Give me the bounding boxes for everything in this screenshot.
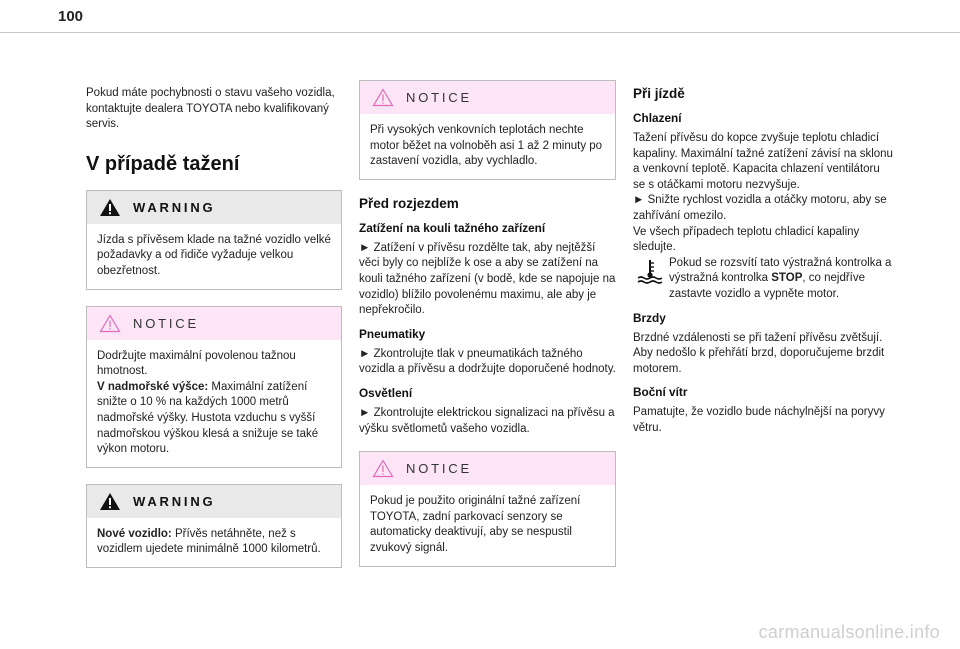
- warning-title: WARNING: [133, 199, 216, 215]
- coolant-temperature-icon: [635, 258, 665, 284]
- watermark: carmanualsonline.info: [758, 622, 940, 642]
- indicator-text: [669, 256, 895, 303]
- coolant-indicator-row: [633, 256, 895, 303]
- notice-box-idle: [359, 80, 616, 180]
- cooling-title: Chlazení: [633, 111, 682, 125]
- cooling-text: Tažení přívěsu do kopce zvyšuje teplotu chladicí kapaliny. Maximální tažné zatížení závisí na sklonu a venkovní teplotě. Kapacita chlazení ventilátoru se s otáčkami motoru nezvyšuje.: [633, 132, 893, 191]
- crosswind-text: Pamatujte, že vozidlo bude náchylnější na poryvy větru.: [633, 406, 885, 434]
- tyres-text: ► Zkontrolujte tlak v pneumatikách tažného vozidla a přívěsu a dodržujte doporučené hodnoty.: [359, 347, 616, 376]
- notice-text: Pokud je použito originální tažné zařízení TOYOTA, zadní parkovací senzory se automaticky deaktivují, aby se nespustil zvukový signál.: [370, 495, 581, 554]
- warning-header: [87, 191, 341, 224]
- notice-box-weight: [86, 306, 342, 468]
- column-right: [633, 80, 895, 437]
- lights-text: ► Zkontrolujte elektrickou signalizaci na přívěsu a výšku světlometů vašeho vozidla.: [359, 406, 615, 435]
- notice-body: [360, 485, 615, 565]
- tyres-title: Pneumatiky: [359, 326, 426, 341]
- crosswind-title: Boční vítr: [633, 385, 688, 400]
- new-vehicle-label: Nové vozidlo:: [97, 527, 172, 540]
- notice-triangle-icon: [372, 88, 394, 107]
- lights-title: Osvětlení: [359, 385, 413, 400]
- notice-title: NOTICE: [133, 315, 199, 331]
- header-divider: [0, 32, 960, 33]
- hitch-load-text: ► Zatížení v přívěsu rozdělte tak, aby nejtěžší věci byly co nejblíže k ose a aby se zatížení na kouli tažného zařízení (v bodě, kde se napojuje na vozidlo) blížilo povolenému maximu, ale aby je nepřekročilo.: [359, 241, 616, 317]
- warning-triangle-icon: [99, 492, 121, 511]
- warning-box-new-vehicle: [86, 484, 342, 568]
- notice-box-sensors: [359, 451, 616, 566]
- before-driving-heading: Před rozjezdem: [359, 195, 459, 211]
- warning-body: [87, 518, 341, 567]
- warning-triangle-icon: [99, 198, 121, 217]
- stop-label: STOP: [771, 272, 803, 285]
- section-title: V případě tažení: [86, 152, 240, 175]
- brakes-title: Brzdy: [633, 310, 666, 325]
- brakes-text: Brzdné vzdálenosti se při tažení přívěsu zvětšují. Aby nedošlo k přehřátí brzd, doporučujeme brzdit motorem.: [633, 331, 885, 375]
- column-left: [86, 80, 342, 584]
- altitude-text: Maximální zatížení snižte o 10 % na každých 1000 metrů nadmořské výšky. Hustota vzduchu s vyšší nadmořskou výškou klesá a snižuje se také výkon motoru.: [97, 380, 319, 456]
- notice-altitude-paragraph: [97, 380, 331, 458]
- indicator-text-2: , co nejdříve zastavte vozidlo a vypněte motor.: [669, 272, 866, 300]
- notice-title: NOTICE: [406, 461, 472, 477]
- intro-text: Pokud máte pochybnosti o stavu vašeho vozidla, kontaktujte dealera TOYOTA nebo kvalifikovaný servis.: [86, 87, 335, 131]
- notice-header: [87, 307, 341, 340]
- notice-text: Dodržujte maximální povolenou tažnou hmotnost.: [97, 349, 296, 378]
- notice-header: [360, 452, 615, 485]
- notice-body: [360, 114, 615, 179]
- page-number: 100: [58, 8, 84, 25]
- new-vehicle-paragraph: [97, 527, 331, 558]
- column-middle: [359, 80, 616, 583]
- warning-box-towing: [86, 190, 342, 290]
- notice-header: [360, 81, 615, 114]
- cooling-text-2: Ve všech případech teplotu chladicí kapaliny sledujte.: [633, 225, 860, 254]
- while-driving-heading: Při jízdě: [633, 86, 685, 101]
- indicator-text-1: Pokud se rozsvítí tato výstražná kontrolka a výstražná kontrolka: [669, 256, 892, 285]
- warning-text: Jízda s přívěsem klade na tažné vozidlo velké požadavky a od řidiče vyžaduje velkou obezřetnost.: [97, 233, 331, 277]
- notice-title: NOTICE: [406, 90, 472, 105]
- notice-triangle-icon: [372, 459, 394, 478]
- cooling-bullet: ► Snižte rychlost vozidla a otáčky motoru, aby se zahřívání omezilo.: [633, 194, 887, 222]
- altitude-label: V nadmořské výšce:: [97, 380, 209, 393]
- warning-body: [87, 224, 341, 289]
- warning-header: [87, 485, 341, 518]
- hitch-load-title: Zatížení na kouli tažného zařízení: [359, 220, 546, 235]
- new-vehicle-text: Přívěs netáhněte, než s vozidlem ujedete minimálně 1000 kilometrů.: [97, 527, 321, 556]
- notice-body: [87, 340, 341, 467]
- warning-title: WARNING: [133, 493, 216, 509]
- notice-triangle-icon: [99, 314, 121, 333]
- notice-text: Při vysokých venkovních teplotách nechte motor běžet na volnoběh asi 1 až 2 minuty po zastavení vozidla, aby vychladlo.: [370, 124, 603, 168]
